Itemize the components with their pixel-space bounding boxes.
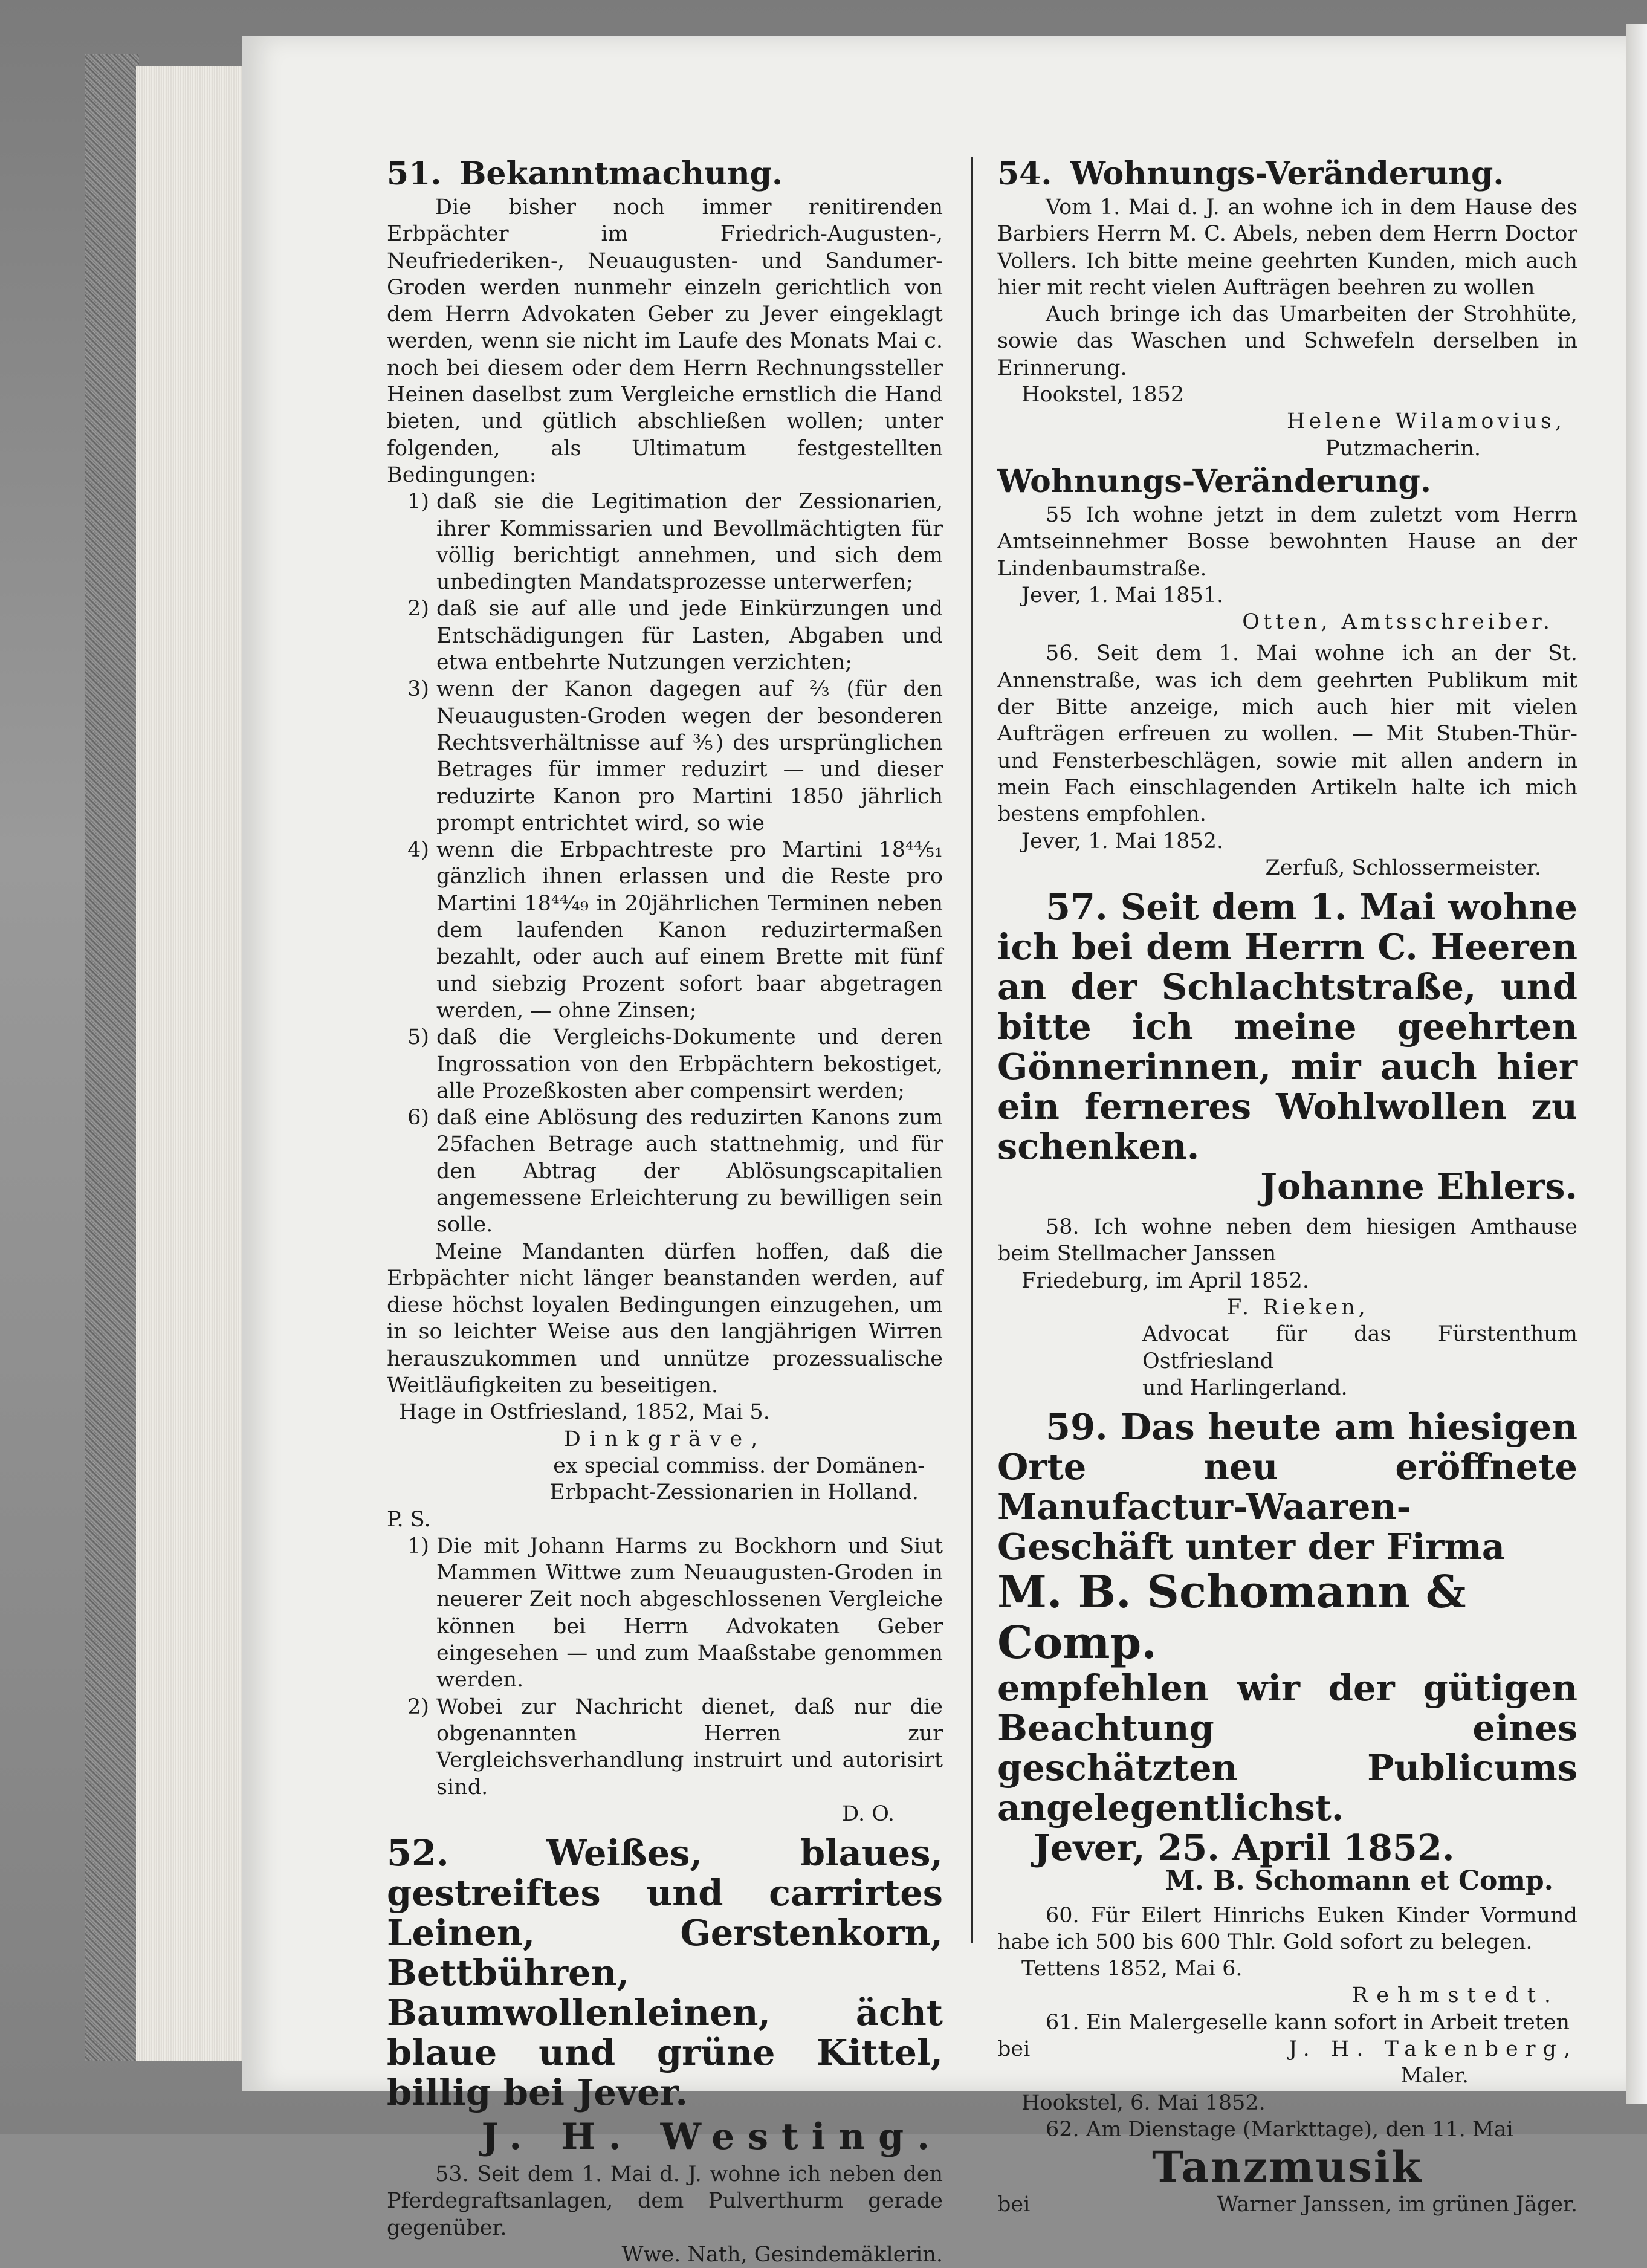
notice-61-signer-line: bei J. H. Takenberg, [997, 2036, 1577, 2062]
notice-54-heading: 54. Wohnungs-Veränderung. [997, 155, 1504, 192]
notice-62-signer-line: bei Warner Janssen, im grünen Jäger. [997, 2191, 1577, 2218]
notice-56 [997, 640, 1577, 881]
right-column [997, 154, 1577, 2218]
book-binding [85, 54, 139, 2061]
place-date: Hage in Ostfriesland, 1852, Mai 5. [399, 1400, 770, 1425]
condition-item: 2) daß sie auf alle und jede Einkürzungen und Entschädigungen für Lasten, Abgaben und etwa entbehrte Nutzungen verzichten; [407, 597, 943, 675]
notice-55-body: 55 Ich wohne jetzt in dem zuletzt vom Herrn Amtseinnehmer Bosse bewohnten Hause an der Lindenbaumstraße. [997, 502, 1577, 581]
signer-name: Zerfuß, Schlossermeister. [1265, 855, 1541, 880]
signer-name: Rehmstedt. [1351, 1983, 1559, 2008]
condition-item: 3) wenn der Kanon dagegen auf ⅔ (für den Neuaugusten-Groden wegen der besonderen Rechtsverhältnisse auf ⅗) des ursprünglichen Betrages für immer reduzirt — und dieser reduzirte Kanon pro Martini 1850 jährlich prompt entrichtet wird, so wie [407, 677, 943, 835]
notice-title: Bekanntmachung. [459, 155, 783, 192]
notice-52-signer: J. H. Westing. [481, 2116, 943, 2159]
signer-role: Maler. [1400, 2064, 1469, 2088]
notice-53 [387, 2161, 943, 2268]
notice-62 [997, 2116, 1577, 2218]
left-column [387, 154, 943, 2268]
page-stack-edge [136, 66, 257, 2061]
notice-57-signer: Johanne Ehlers. [1260, 1165, 1577, 1208]
place-date: Hookstel, 1852 [1021, 383, 1185, 407]
notice-51 [387, 154, 943, 1827]
condition-item: 4) wenn die Erbpachtreste pro Martini 18⁴⁴⁄₅₁ gänzlich ihnen erlassen und die Reste pro Martini 18⁴⁴⁄₄₉ in 20jährlichen Terminen neben dem laufenden Kanon reduzirtermaßen bezahlt, oder auch auf einem Brette mit fünf und siebzig Prozent sofort baar abgetragen werden, — ohne Zinsen; [407, 838, 943, 1023]
signer-name: Otten, Amtsschreiber. [1242, 610, 1553, 635]
signer-role: Erbpacht-Zessionarien in Holland. [549, 1480, 919, 1505]
notice-51-body: Die bisher noch immer renitirenden Erbpächter im Friedrich-Augusten-, Neufriederiken-, Neuaugusten- und Sandumer-Groden werden nunmehr einzeln gerichtlich von dem Herrn Advokaten Geber zu Jever eingeklagt werden, wenn sie nicht im Laufe des Monats Mai c. noch bei diesem oder dem Herrn Rechnungssteller Heinen daselbst zum Vergleiche ernstlich die Hand bieten, und gütlich abschließen wollen; unter folgenden, als Ultimatum festgestellten Bedingungen: [387, 195, 943, 487]
notice-59-line2: empfehlen wir der gütigen Beachtung eines geschätzten Publicums angelegentlichst. [997, 1667, 1577, 1829]
notice-57-ad: 57. Seit dem 1. Mai wohne ich bei dem Herrn C. Heeren an der Schlachtstraße, und bitte ich meine geehrten Gönnerinnen, mir auch hier ein ferneres Wohlwollen zu schenken. [997, 886, 1577, 1168]
notice-number: 51. [387, 155, 442, 192]
place-date: Friedeburg, im April 1852. [1021, 1268, 1310, 1293]
signer-name: Warner Janssen, im grünen Jäger. [1217, 2192, 1577, 2217]
signer-name: Helene Wilamovius, [1287, 409, 1565, 434]
condition-item: 6) daß eine Ablösung des reduzirten Kanons zum 25fachen Betrage auch stattnehmig, und für den Abtrag der Ablösungscapitalien angemessene Erleichterung zu bewilligen sein solle. [407, 1106, 943, 1237]
column-divider [971, 157, 973, 1943]
signer-role: Advocat für das Fürstenthum Ostfriesland [1142, 1322, 1577, 1373]
notice-61 [997, 2009, 1577, 2116]
notice-51-heading [387, 154, 943, 194]
notice-60-body: 60. Für Eilert Hinrichs Euken Kinder Vormund habe ich 500 bis 600 Thlr. Gold sofort zu belegen. [997, 1903, 1577, 1954]
signer-name: F. Rieken, [1227, 1295, 1369, 1320]
notice-57 [997, 887, 1577, 1207]
notice-61-body: 61. Ein Malergeselle kann sofort in Arbeit treten [1046, 2010, 1570, 2035]
place-date: Tettens 1852, Mai 6. [1021, 1957, 1243, 1981]
postscript-item: 1) Die mit Johann Harms zu Bockhorn und Siut Mammen Wittwe zum Neuaugusten-Groden in neuerer Zeit noch abgeschlossenen Vergleiche können bei Herrn Advokaten Geber eingesehen — und zum Maaßstabe genommen werden. [407, 1534, 943, 1693]
postscript-sign: D. O. [842, 1801, 895, 1826]
notice-52-ad: 52. Weißes, blaues, gestreiftes und carrirtes Leinen, Gerstenkorn, Bettbühren, Baumwollenleinen, ächt blaue und grüne Kittel, billig bei Jever. [387, 1832, 943, 2114]
place-date: Jever, 1. Mai 1851. [1021, 583, 1224, 608]
notice-59 [997, 1406, 1577, 1897]
postscript-list [387, 1533, 943, 1801]
notice-51-closing: Meine Mandanten dürfen hoffen, daß die Erbpächter nicht länger beanstanden werden, auf diese höchst loyalen Bedingungen einzugehen, um in so leichter Weise aus den langjährigen Wirren herauszukommen und unnütze prozessualische Weitläufigkeiten zu beseitigen. [387, 1239, 943, 1398]
right-page-edge [1626, 24, 1647, 2104]
notice-56-body: 56. Seit dem 1. Mai wohne ich an der St. Annenstraße, was ich dem geehrten Publikum mit der Bitte anzeige, mich auch hier mit vielen Aufträgen erfreuen zu wollen. — Mit Stuben-Thür- und Fensterbeschlägen, sowie mit allen andern in mein Fach einschlagenden Artikeln halte ich mich bestens empfohlen. [997, 641, 1577, 827]
notice-55 [997, 462, 1577, 635]
notice-59-firm: M. B. Schomann & Comp. [997, 1566, 1466, 1670]
signer-role: Putzmacherin. [1325, 436, 1481, 461]
notice-53-body: 53. Seit dem 1. Mai d. J. wohne ich neben den Pferdegraftsanlagen, dem Pulverthurm gerade gegenüber. [387, 2162, 943, 2240]
postscript-item: 2) Wobei zur Nachricht dienet, daß nur die obgenannten Herren zur Vergleichsverhandlung instruirt und autorisirt sind. [407, 1694, 943, 1800]
signer-role: ex special commiss. der Domänen- [553, 1453, 925, 1478]
notice-59-place-date: Jever, 25. April 1852. [1034, 1827, 1455, 1869]
signer-role: und Harlingerland. [1142, 1375, 1348, 1400]
notice-59-line1: 59. Das heute am hiesigen Orte neu eröffnete Manufactur-Waaren-Geschäft unter der Firma [997, 1406, 1577, 1568]
notice-59-signer: M. B. Schomann et Comp. [1165, 1865, 1553, 1897]
notice-58 [997, 1214, 1577, 1401]
notice-54 [997, 154, 1577, 462]
postscript-label: P. S. [387, 1507, 431, 1532]
condition-item: 1) daß sie die Legitimation der Zessionarien, ihrer Kommissarien und Bevollmächtigten für völlig berichtigt annehmen, und sich dem unbedingten Mandatsprozesse unterwerfen; [407, 490, 943, 595]
place-date: Jever, 1. Mai 1852. [1021, 829, 1224, 854]
notice-58-body: 58. Ich wohne neben dem hiesigen Amthause beim Stellmacher Janssen [997, 1215, 1577, 1266]
notice-54-body: Vom 1. Mai d. J. an wohne ich in dem Hause des Barbiers Herrn M. C. Abels, neben dem Herrn Doctor Vollers. Ich bitte meine geehrten Kunden, mich auch hier mit recht vielen Aufträgen beehren zu wollen [997, 195, 1577, 300]
notice-53-signer: Wwe. Nath, Gesindemäklerin. [621, 2243, 943, 2267]
notice-52 [387, 1833, 943, 2161]
conditions-list [387, 488, 943, 1238]
notice-54-body2: Auch bringe ich das Umarbeiten der Strohhüte, sowie das Waschen und Schwefeln derselben in Erinnerung. [997, 302, 1577, 380]
notice-60 [997, 1902, 1577, 2009]
place-date: Hookstel, 6. Mai 1852. [1021, 2090, 1266, 2115]
notice-55-heading: Wohnungs-Veränderung. [997, 462, 1431, 500]
signer-name: Dinkgräve, [563, 1427, 766, 1451]
signer-name: J. H. Takenberg, [1289, 2036, 1577, 2061]
condition-item: 5) daß die Vergleichs-Dokumente und deren Ingrossation von den Erbpächtern bekostiget, alle Prozeßkosten aber compensirt werden; [407, 1025, 943, 1103]
notice-62-title: Tanzmusik [1152, 2142, 1423, 2192]
notice-62-body: 62. Am Dienstage (Markttage), den 11. Mai [1046, 2117, 1513, 2142]
